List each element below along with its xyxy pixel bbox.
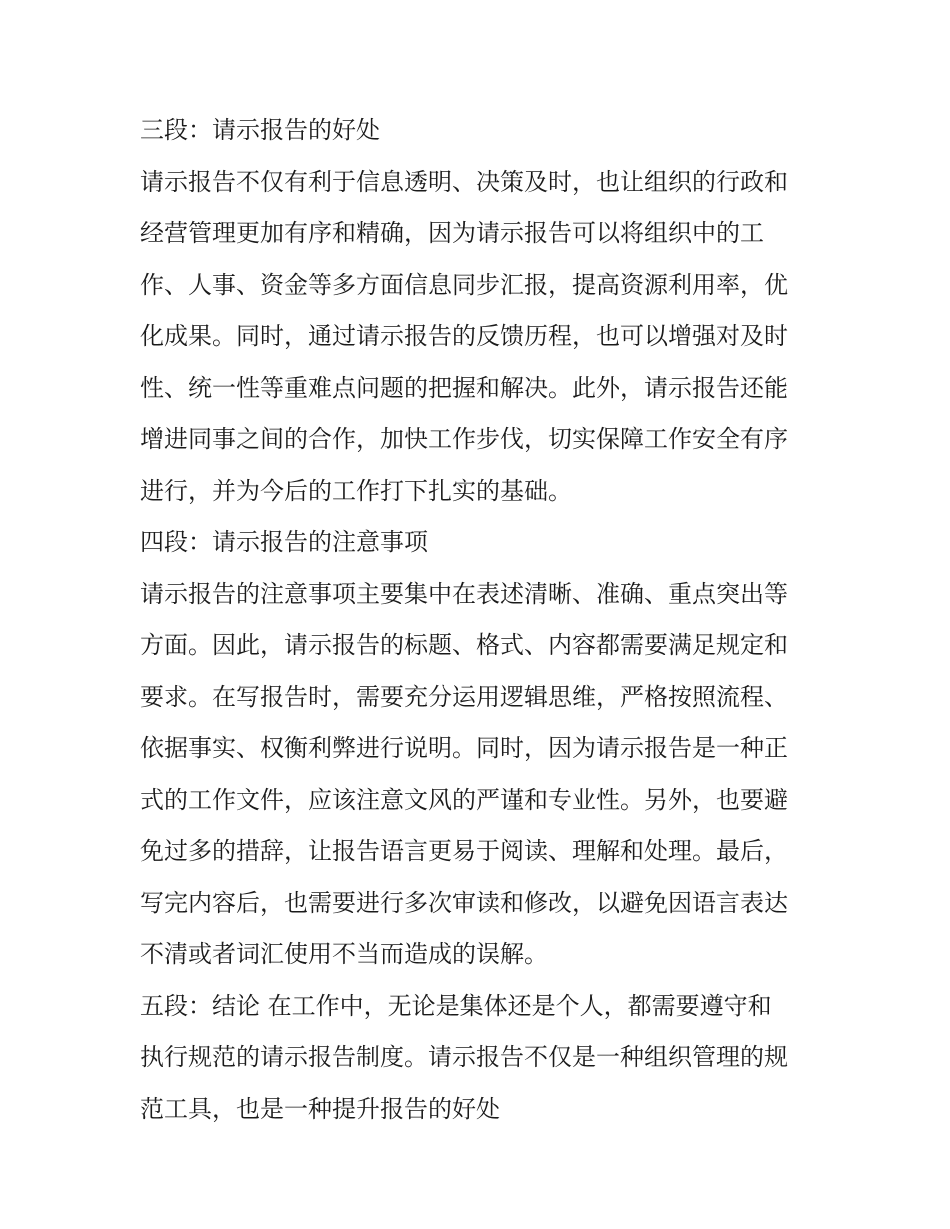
paragraph-line: 请示报告的注意事项主要集中在表述清晰、准确、重点突出等: [140, 579, 788, 608]
paragraph-line: 依据事实、权衡利弊进行说明。同时，因为请示报告是一种正: [140, 734, 788, 762]
section-heading-five: 五段：结论 在工作中，无论是集体还是个人，都需要遵守和: [140, 991, 772, 1020]
paragraph-line: 方面。因此，请示报告的标题、格式、内容都需要满足规定和: [140, 631, 788, 659]
document-body: [140, 105, 820, 1135]
paragraph-line: 增进同事之间的合作，加快工作步伐，切实保障工作安全有序: [140, 425, 788, 453]
paragraph-line: 式的工作文件，应该注意文风的严谨和专业性。另外，也要避: [140, 785, 788, 814]
paragraph-line: 免过多的措辞，让报告语言更易于阅读、理解和处理。最后，: [140, 837, 788, 865]
paragraph-line: 作、人事、资金等多方面信息同步汇报，提高资源利用率，优: [140, 270, 788, 299]
paragraph-line: 化成果。同时，通过请示报告的反馈历程，也可以增强对及时: [140, 322, 788, 350]
section-heading-four: 四段：请示报告的注意事项: [140, 528, 428, 556]
paragraph-line: 写完内容后，也需要进行多次审读和修改，以避免因语言表达: [140, 888, 788, 917]
paragraph-line: 经营管理更加有序和精确，因为请示报告可以将组织中的工: [140, 219, 764, 247]
paragraph-line: 请示报告不仅有利于信息透明、决策及时，也让组织的行政和: [140, 167, 788, 196]
paragraph-line: 进行，并为今后的工作打下扎实的基础。: [140, 476, 572, 505]
paragraph-line: 范工具，也是一种提升报告的好处: [140, 1094, 500, 1123]
paragraph-line: 性、统一性等重难点问题的把握和解决。此外，请示报告还能: [140, 373, 788, 402]
section-heading-three: 三段：请示报告的好处: [140, 116, 380, 144]
paragraph-line: 执行规范的请示报告制度。请示报告不仅是一种组织管理的规: [140, 1043, 788, 1071]
paragraph-line: 要求。在写报告时，需要充分运用逻辑思维，严格按照流程、: [140, 682, 788, 711]
paragraph-line: 不清或者词汇使用不当而造成的误解。: [140, 940, 548, 968]
